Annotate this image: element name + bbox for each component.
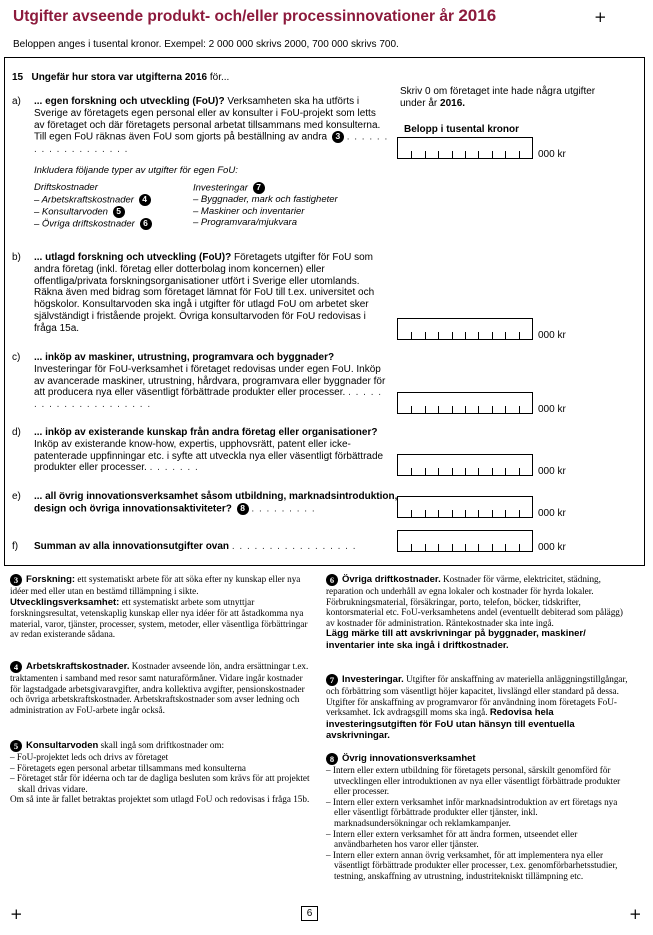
field-tick	[465, 544, 466, 551]
field-tick	[505, 468, 506, 475]
unit-label: 000 kr	[538, 149, 566, 160]
question-heading: 15 Ungefär hur stora var utgifterna 2016 för...	[12, 72, 230, 83]
item-b-letter: b)	[12, 252, 21, 263]
unit-label: 000 kr	[538, 404, 566, 415]
field-tick	[411, 510, 412, 517]
footnote-4-icon: 4	[10, 661, 22, 673]
field-tick	[519, 151, 520, 158]
field-tick	[465, 406, 466, 413]
footnote-7: 7 Investeringar. Utgifter för anskaffning av materiella anläggningstillgångar, och förbättring som väsentligt höjer kapacitet, livslängd eller standard på dessa. Utgifter för anskaffning av programvaror för användning inom företagets FoU-verksamhet. Ick avdragsgill moms ska ingå. Redovisa hela investeringsutgiften för FoU utan hänsyn till eventuella avskrivningar.	[326, 674, 628, 742]
field-tick	[492, 332, 493, 339]
item-f-letter: f)	[12, 541, 19, 552]
field-tick	[411, 544, 412, 551]
item-d-text: ... inköp av existerande kunskap från andra företag eller organisationer? Inköp av existerande know-how, expertis, upphovsrätt, patent eller icke-patenterade uppfinningar etc. i syfte att utveckla nya eller väsentligt förbättrade produkter eller processer. . . . . . . .	[34, 427, 384, 474]
footnote-ref-6-icon: 6	[140, 218, 152, 230]
footnote-6-icon: 6	[326, 574, 338, 586]
crop-mark-icon: +	[629, 905, 642, 923]
footnote-7-icon: 7	[326, 674, 338, 686]
item-e-text: ... all övrig innovationsverksamhet såsom utbildning, marknadsintroduktion, design och övriga innovationsaktiviteter? 8 . . . . . . . . .	[34, 491, 398, 515]
amount-field-e[interactable]	[397, 496, 533, 518]
field-tick	[411, 406, 412, 413]
field-tick	[452, 510, 453, 517]
crop-mark-icon: +	[10, 905, 23, 923]
footnote-3: 3 Forskning: ett systematiskt arbete för att söka efter ny kunskap eller nya idéer med eller utan en bestämd tillämpning i sikte. Utvecklingsverksamhet: ett systematiskt arbete som utnyttjar forskningsresultat, vetenskaplig kunskap eller nya idéer för att åstadkomma nya material, varor, tjänster, processer, system, metoder, eller väsentliga förbättringar av redan existerande sådana.	[10, 574, 308, 640]
field-tick	[478, 468, 479, 475]
field-tick	[519, 468, 520, 475]
field-tick	[425, 544, 426, 551]
footnote-8-icon: 8	[326, 753, 338, 765]
field-tick	[492, 510, 493, 517]
field-tick	[519, 510, 520, 517]
amount-field-f[interactable]	[397, 530, 533, 552]
item-a-text: ... egen forskning och utveckling (FoU)? Verksamheten ska ha utförts i Sverige av företagets egen personal eller av konsulter i FoU-projekt som letts av företaget och där företagets personal arbetat tillsammans med konsulterna. Till egen FoU räknas även FoU som gjorts på beställning av andra 3 . . . . . . . . . . . . . . . . . . .	[34, 96, 389, 155]
page-number: 6	[301, 906, 318, 921]
footnote-3-icon: 3	[10, 574, 22, 586]
item-d-letter: d)	[12, 427, 21, 438]
item-f-text: Summan av alla innovationsutgifter ovan . . . . . . . . . . . . . . . . .	[34, 541, 357, 552]
running-costs-list: Driftskostnader – Arbetskraftskostnader 4 – Konsultarvoden 5 – Övriga driftskostnader 6	[34, 182, 152, 230]
field-tick	[505, 510, 506, 517]
unit-label: 000 kr	[538, 466, 566, 477]
field-tick	[411, 332, 412, 339]
field-tick	[425, 151, 426, 158]
field-tick	[519, 406, 520, 413]
field-tick	[452, 406, 453, 413]
amount-field-b[interactable]	[397, 318, 533, 340]
footnote-ref-7-icon: 7	[253, 182, 265, 194]
field-tick	[492, 406, 493, 413]
field-tick	[505, 151, 506, 158]
field-tick	[519, 544, 520, 551]
footnote-8: 8 Övrig innovationsverksamhet – Intern eller extern utbildning för företagets personal, särskilt genomförd för utvecklingen eller introduktionen av nya eller väsentligt förbättrade produkter eller processer. – Intern eller extern verksamhet inför marknadsintroduktion av ert företags nya eller väsentligt förbättrade produkter eller tjänster, inkl. marknadsundersökningar och reklamkampanjer. – Intern eller extern verksamhet för att ändra formen, utseendet eller användbarheten hos varor eller tjänster. – Intern eller extern annan övrig verksamhet, för att implementera nya eller väsentligt förbättrade produkter eller processer, t.ex. genomförbarhetsstudier, testning, anskaffning av utrustning, industritekniskt tillämpning etc.	[326, 753, 621, 881]
field-tick	[505, 544, 506, 551]
investment-list: Investeringar 7 – Byggnader, mark och fastigheter – Maskiner och inventarier – Programvara/mjukvara	[193, 182, 338, 229]
include-heading: Inkludera följande typer av utgifter för egen FoU:	[34, 165, 238, 176]
field-tick	[505, 332, 506, 339]
footnote-ref-4-icon: 4	[139, 194, 151, 206]
field-tick	[438, 151, 439, 158]
footnote-6: 6 Övriga driftkostnader. Kostnader för värme, elektricitet, städning, reparation och underhåll av egna lokaler och kostnader för hyrda lokaler. Förbrukningsmaterial, försäkringar, porto, telefon, böcker, tidskrifter, kontorsmaterial etc. FoU-verksamhetens andel (eventuellt debiterad som pålägg) av kostnader för administration. Räntekostnader ska inte ingå. Lägg märke till att avskrivningar på byggnader, maskiner/ inventarier inte ska ingå i driftkostnader.	[326, 574, 623, 651]
amount-field-a[interactable]	[397, 137, 533, 159]
footnote-5-icon: 5	[10, 740, 22, 752]
field-tick	[425, 332, 426, 339]
unit-label: 000 kr	[538, 542, 566, 553]
field-tick	[478, 332, 479, 339]
field-tick	[425, 468, 426, 475]
footnote-4: 4 Arbetskraftskostnader. Kostnader avseende lön, andra ersättningar t.ex. traktamenten i samband med resor samt naturaförmåner. Vidare ingår kostnader för lagstadgade arbetsgivaravgifter, andra kollektiva avgifter, pensionskostnader och övriga arbetskraftskostnader. Arbetskraftskostnader som avser ledning och administration av FoU-arbete ingår också.	[10, 661, 309, 715]
field-tick	[478, 151, 479, 158]
footnote-5: 5 Konsultarvoden skall ingå som driftkostnader om: – FoU-projektet leds och drivs av företaget – Företagets egen personal arbetar tillsammans med konsulterna – Företaget står för idéerna och tar de dagliga besluten som krävs för att projektet skall drivas vidare. Om så inte är fallet betraktas projektet som utlagd FoU och redovisas i fråga 15b.	[10, 740, 310, 805]
item-a-letter: a)	[12, 96, 21, 107]
field-tick	[492, 468, 493, 475]
field-tick	[438, 468, 439, 475]
field-tick	[452, 151, 453, 158]
field-tick	[505, 406, 506, 413]
zero-hint: Skriv 0 om företaget inte hade några utgifter under år 2016.	[400, 86, 596, 109]
field-tick	[411, 151, 412, 158]
field-tick	[411, 468, 412, 475]
amount-header: Belopp i tusental kronor	[404, 124, 520, 135]
field-tick	[492, 544, 493, 551]
item-c-text: ... inköp av maskiner, utrustning, programvara och byggnader? Investeringar för FoU-verksamhet i företaget redovisas under egen FoU. Inköp av avancerade maskiner, utrustning, hårdvara, programvara eller byggnader för att producera nya eller väsentligt förbättrade produkter eller processer. . . . . . . . . . . . . . . . . . . . . .	[34, 352, 386, 411]
field-tick	[465, 510, 466, 517]
field-tick	[452, 544, 453, 551]
footnote-ref-5-icon: 5	[113, 206, 125, 218]
field-tick	[465, 332, 466, 339]
field-tick	[425, 510, 426, 517]
field-tick	[452, 332, 453, 339]
item-b-text: ... utlagd forskning och utveckling (FoU)? Företagets utgifter för FoU som andra företag (inkl. företag eller dotterbolag inom koncernen) eller offentliga/privata forskningsorganisationer utfört i Sverige eller utomlands. Räkna även med bidrag som företaget lämnat för FoU till t.ex. universitet och högskolor. Konsultarvoden ska ingå i utgifter för utlagd FoU om arbetet sker självständigt i fristående projekt. Övriga konsultarvoden för FoU redovisas i fråga 15a.	[34, 252, 375, 334]
field-tick	[465, 468, 466, 475]
unit-label: 000 kr	[538, 330, 566, 341]
page-title: Utgifter avseende produkt- och/eller processinnovationer år 2016	[13, 6, 497, 25]
page-subtitle: Beloppen anges i tusental kronor. Exempel: 2 000 000 skrivs 2000, 700 000 skrivs 700.	[13, 39, 399, 50]
amount-field-c[interactable]	[397, 392, 533, 414]
field-tick	[438, 406, 439, 413]
field-tick	[519, 332, 520, 339]
item-c-letter: c)	[12, 352, 21, 363]
footnote-ref-3-icon: 3	[332, 131, 344, 143]
footnote-ref-8-icon: 8	[237, 503, 249, 515]
field-tick	[465, 151, 466, 158]
crop-mark-icon: +	[594, 8, 607, 26]
field-tick	[478, 510, 479, 517]
unit-label: 000 kr	[538, 508, 566, 519]
field-tick	[492, 151, 493, 158]
field-tick	[452, 468, 453, 475]
field-tick	[478, 544, 479, 551]
item-e-letter: e)	[12, 491, 21, 502]
field-tick	[478, 406, 479, 413]
field-tick	[425, 406, 426, 413]
field-tick	[438, 332, 439, 339]
field-tick	[438, 544, 439, 551]
amount-field-d[interactable]	[397, 454, 533, 476]
field-tick	[438, 510, 439, 517]
